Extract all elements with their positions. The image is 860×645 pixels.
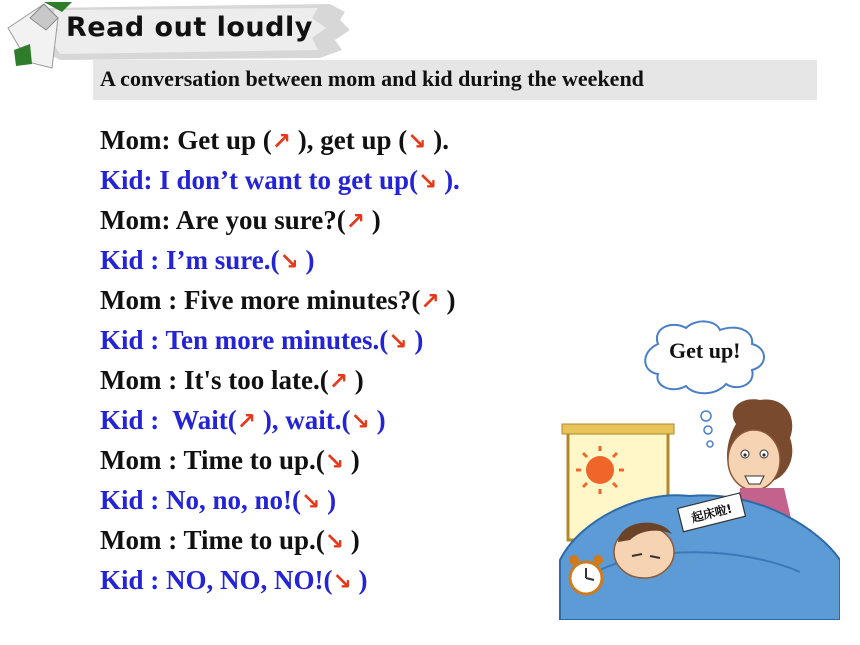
line-text: Kid : Wait(: [100, 405, 237, 435]
mom-line: [100, 200, 460, 240]
line-text: Mom: Are you sure?(: [100, 205, 346, 235]
falling-intonation-icon: ↘: [324, 529, 345, 555]
blanket-sign: 起床啦!: [689, 501, 734, 526]
rising-intonation-icon: ↗: [328, 369, 348, 395]
kid-line: [100, 400, 460, 440]
rising-intonation-icon: ↗: [271, 129, 291, 155]
rising-intonation-icon: ↗: [420, 289, 440, 315]
line-text: ): [439, 285, 456, 315]
page-title: Read out loudly: [66, 12, 313, 43]
line-text: Mom : It's too late.(: [100, 365, 329, 395]
mom-line: [100, 440, 460, 480]
line-text: Mom : Time to up.(: [100, 525, 325, 555]
line-text: ).: [426, 125, 450, 155]
mom-line: [100, 360, 460, 400]
line-text: ): [344, 445, 360, 475]
falling-intonation-icon: ↘: [279, 249, 299, 275]
line-text: Mom : Time to up.(: [100, 445, 325, 475]
line-text: Mom: Get up (: [100, 125, 272, 155]
kid-line: [100, 480, 460, 520]
line-text: Kid : Ten more minutes.(: [100, 325, 389, 355]
kid-line: [100, 240, 460, 280]
falling-intonation-icon: ↘: [418, 169, 438, 195]
falling-intonation-icon: ↘: [332, 569, 352, 595]
falling-intonation-icon: ↘: [350, 409, 370, 435]
line-text: ): [365, 205, 381, 235]
line-text: Kid : No, no, no!(: [100, 485, 302, 515]
kid-line: [100, 160, 460, 200]
line-text: ): [298, 245, 315, 275]
line-text: Kid : NO, NO, NO!(: [100, 565, 333, 595]
falling-intonation-icon: ↘: [324, 449, 345, 475]
line-text: ): [320, 485, 337, 515]
subtitle: A conversation between mom and kid during the weekend: [100, 66, 644, 91]
speech-bubble-text: Get up!: [669, 338, 741, 363]
line-text: ), wait.(: [256, 405, 351, 435]
line-text: Mom : Five more minutes?(: [100, 285, 421, 315]
mom-line: [100, 120, 460, 160]
falling-intonation-icon: ↘: [301, 489, 321, 515]
line-text: ): [347, 365, 364, 395]
falling-intonation-icon: ↘: [407, 129, 427, 155]
line-text: ): [369, 405, 386, 435]
line-text: Kid: I don’t want to get up(: [100, 165, 419, 195]
mom-line: [100, 520, 460, 560]
line-text: ).: [437, 165, 460, 195]
line-text: ): [407, 325, 424, 355]
line-text: ): [351, 565, 368, 595]
kid-line: [100, 560, 460, 600]
line-text: ), get up (: [291, 125, 408, 155]
kid-line: [100, 320, 460, 360]
line-text: Kid : I’m sure.(: [100, 245, 280, 275]
falling-intonation-icon: ↘: [388, 329, 408, 355]
dialogue-list: [100, 120, 460, 600]
rising-intonation-icon: ↗: [345, 209, 365, 235]
mom-waking-kid-illustration: [540, 320, 840, 620]
line-text: ): [344, 525, 360, 555]
mom-line: [100, 280, 460, 320]
rising-intonation-icon: ↗: [236, 409, 257, 435]
